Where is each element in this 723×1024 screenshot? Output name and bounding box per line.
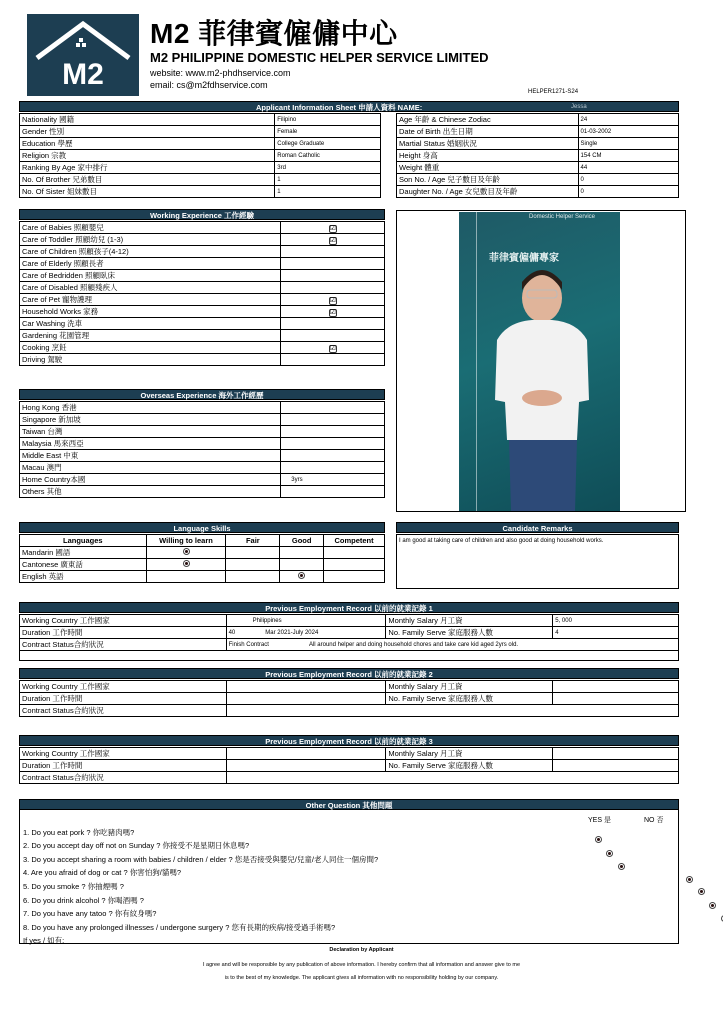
backdrop-text: 菲律賓僱傭專家 xyxy=(489,253,559,264)
declaration-title: Declaration by Applicant xyxy=(329,947,394,953)
field-label: Education 學歷 xyxy=(20,138,275,150)
table-row xyxy=(20,559,385,571)
table-row xyxy=(20,571,385,583)
candidate-remarks-header: Candidate Remarks xyxy=(396,522,679,533)
employment-3-table xyxy=(19,747,679,784)
field-label: Working Country 工作國家 xyxy=(20,615,227,627)
gender-value: Female xyxy=(275,126,381,138)
duration-range xyxy=(226,693,386,705)
answer-yes-radio-icon[interactable] xyxy=(618,863,625,870)
height-ruler xyxy=(463,212,477,511)
country-value xyxy=(226,748,386,760)
dob-value: 01-03-2002 xyxy=(578,126,678,138)
daughters-value: 0 xyxy=(578,186,678,198)
answer-yes-radio-icon[interactable] xyxy=(595,836,602,843)
field-label: No. Of Brother 兄弟數目 xyxy=(20,174,275,186)
table-row xyxy=(397,174,679,186)
skill-label: Household Works 家務 xyxy=(20,306,281,318)
marital-status-value: Single xyxy=(578,138,678,150)
table-row xyxy=(20,627,679,639)
skill-label: Care of Bedridden 照顧臥床 xyxy=(20,270,281,282)
duration-months: 40 xyxy=(228,629,236,636)
table-row xyxy=(20,748,679,760)
language-label: Mandarin 國語 xyxy=(20,547,147,559)
applicant-info-right-table xyxy=(396,113,679,198)
field-label: Religion 宗教 xyxy=(20,150,275,162)
table-row xyxy=(20,114,381,126)
table-row xyxy=(20,486,385,498)
years-value xyxy=(281,450,385,462)
question-8: 8. Do you have any prolonged illnesses / undergone surgery ? 您有長期的疾病/接受過手術嗎? xyxy=(23,923,336,932)
field-label: Height 身高 xyxy=(397,150,579,162)
salary-value xyxy=(553,748,679,760)
skill-label: Care of Pet 寵物護理 xyxy=(20,294,281,306)
field-label: Ranking By Age 家中排行 xyxy=(20,162,275,174)
question-3: 3. Do you accept sharing a room with babies / children / elder ? 您是否接受與嬰兒/兒童/老人同住一個房間? xyxy=(23,855,379,864)
country-label: Hong Kong 香港 xyxy=(20,402,281,414)
table-row xyxy=(20,234,385,246)
country-label: Singapore 新加坡 xyxy=(20,414,281,426)
employment-2-table xyxy=(19,680,679,717)
helper-ref-id: HELPER1271-S24 xyxy=(528,89,579,95)
country-label: Macau 澳門 xyxy=(20,462,281,474)
checkbox-icon[interactable]: ☑ xyxy=(329,308,336,316)
table-row xyxy=(20,681,679,693)
field-label: Date of Birth 出生日期 xyxy=(397,126,579,138)
field-label: Age 年齡 & Chinese Zodiac xyxy=(397,114,579,126)
checkbox-icon[interactable]: ☑ xyxy=(329,344,336,352)
skill-label: Care of Children 照顧孩子(4-12) xyxy=(20,246,281,258)
skill-label: Gardening 花園管理 xyxy=(20,330,281,342)
checkbox-icon[interactable]: ☑ xyxy=(329,224,336,232)
years-value: 3yrs xyxy=(281,474,385,486)
email-link[interactable]: email: cs@m2fdhservice.com xyxy=(150,80,268,90)
table-row xyxy=(20,342,385,354)
company-logo xyxy=(27,14,139,96)
question-1: 1. Do you eat pork ? 你吃豬肉嗎? xyxy=(23,828,135,837)
table-row xyxy=(20,174,381,186)
sons-value: 0 xyxy=(578,174,678,186)
weight-value: 44 xyxy=(578,162,678,174)
years-value xyxy=(281,414,385,426)
table-row xyxy=(20,426,385,438)
language-label: English 英語 xyxy=(20,571,147,583)
applicant-info-left-table xyxy=(19,113,381,198)
field-label: Contract Status合約狀況 xyxy=(20,639,227,651)
field-label: Martial Status 婚姻狀況 xyxy=(397,138,579,150)
nationality-value: Filipino xyxy=(275,114,381,126)
country-value xyxy=(226,681,386,693)
radio-selected-icon[interactable] xyxy=(298,572,305,579)
language-skills-header: Language Skills xyxy=(19,522,385,533)
contract-status-value: Finish Contract xyxy=(228,641,269,648)
years-value xyxy=(281,426,385,438)
brand-name-chinese: M2 菲律賓僱傭中心 xyxy=(150,18,398,49)
question-7: 7. Do you have any tatoo ? 你有紋身嗎? xyxy=(23,909,157,918)
radio-selected-icon[interactable] xyxy=(183,548,190,555)
website-link[interactable]: website: www.m2-phdhservice.com xyxy=(150,68,291,78)
declaration-line-2: is to the best of my knowledge. The applicant gives all information with no responsibility holding by our company. xyxy=(224,975,499,981)
years-value xyxy=(281,402,385,414)
language-label: Cantonese 廣東話 xyxy=(20,559,147,571)
empty-cell xyxy=(281,282,385,294)
table-row xyxy=(20,306,385,318)
question-2: 2. Do you accept day off not on Sunday ? 你接受不是星期日休息嗎? xyxy=(23,841,250,850)
field-label: Contract Status合約狀況 xyxy=(20,772,227,784)
answer-no-radio-icon[interactable] xyxy=(698,888,705,895)
field-label: Working Country 工作國家 xyxy=(20,681,227,693)
if-yes-label: If yes / 如有: xyxy=(23,936,65,945)
applicant-info-header xyxy=(19,101,679,112)
column-header: Languages xyxy=(20,535,147,547)
applicant-photo xyxy=(459,212,620,511)
religion-value: Roman Catholic xyxy=(275,150,381,162)
table-row xyxy=(20,162,381,174)
other-questions-header: Other Question 其他問題 xyxy=(19,799,679,810)
family-value xyxy=(553,693,679,705)
table-row xyxy=(20,138,381,150)
table-row xyxy=(20,126,381,138)
working-experience-header: Working Experience 工作經驗 xyxy=(19,209,385,220)
field-label: Monthly Salary 月工資 xyxy=(386,748,553,760)
ranking-value: 3rd xyxy=(275,162,381,174)
table-row xyxy=(20,330,385,342)
field-label: No. Family Serve 家庭服務人數 xyxy=(386,760,553,772)
empty-cell xyxy=(281,246,385,258)
svg-text:M2: M2 xyxy=(62,58,104,91)
table-row xyxy=(20,150,381,162)
other-questions-box xyxy=(19,810,679,944)
salary-value: 5, 000 xyxy=(553,615,679,627)
table-row xyxy=(20,294,385,306)
checkbox-icon[interactable]: ☑ xyxy=(329,296,336,304)
overseas-experience-header: Overseas Experience 海外工作經歷 xyxy=(19,389,385,400)
field-label: Son No. / Age 兒子數目及年齡 xyxy=(397,174,579,186)
yes-column-label: YES 是 xyxy=(588,817,611,824)
field-label: Duration 工作時間 xyxy=(20,693,227,705)
table-row xyxy=(20,462,385,474)
field-label: No. Family Serve 家庭服務人數 xyxy=(386,627,553,639)
field-label: Nationality 國籍 xyxy=(20,114,275,126)
question-6: 6. Do you drink alcohol ? 你喝酒嗎 ? xyxy=(23,896,144,905)
table-row xyxy=(20,615,679,627)
field-label: Weight 體重 xyxy=(397,162,579,174)
brand-name-english: M2 PHILIPPINE DOMESTIC HELPER SERVICE LIMITED xyxy=(150,50,489,65)
question-4: 4. Are you afraid of dog or cat ? 你害怕狗/貓嗎? xyxy=(23,868,181,877)
family-value: 4 xyxy=(553,627,679,639)
table-row xyxy=(397,150,679,162)
skill-label: Care of Elderly 照顧長者 xyxy=(20,258,281,270)
skill-label: Driving 駕駛 xyxy=(20,354,281,366)
education-value: College Graduate xyxy=(275,138,381,150)
table-row xyxy=(397,114,679,126)
declaration-line-1: I agree and will be responsible by any publication of above information. I hereby confirm that all information and answer give to me xyxy=(202,962,521,968)
table-row xyxy=(20,772,679,784)
column-header: Good xyxy=(280,535,324,547)
table-row xyxy=(20,547,385,559)
country-label: Home Country本國 xyxy=(20,474,281,486)
field-label: Working Country 工作國家 xyxy=(20,748,227,760)
answer-yes-radio-icon[interactable] xyxy=(606,850,613,857)
column-header: Competent xyxy=(324,535,385,547)
table-row xyxy=(20,282,385,294)
table-row xyxy=(20,318,385,330)
field-label: Monthly Salary 月工資 xyxy=(386,681,553,693)
overseas-experience-table xyxy=(19,401,385,498)
table-row xyxy=(20,474,385,486)
duration-range: Mar 2021-July 2024 xyxy=(265,629,319,636)
table-row xyxy=(397,162,679,174)
person-silhouette xyxy=(487,260,597,511)
contract-status-value xyxy=(226,705,678,717)
table-row xyxy=(20,246,385,258)
skill-label: Care of Disabled 照顧殘疾人 xyxy=(20,282,281,294)
question-5: 5. Do you smoke ? 你抽煙嗎 ? xyxy=(23,882,124,891)
field-label: No. Family Serve 家庭服務人數 xyxy=(386,693,553,705)
empty-cell xyxy=(281,258,385,270)
table-row xyxy=(20,438,385,450)
country-label: Taiwan 台灣 xyxy=(20,426,281,438)
candidate-remarks-text: I am good at taking care of children and also good at doing household works. xyxy=(396,534,679,589)
employment-notes: All around helper and doing household chores and take care kid aged 2yrs old. xyxy=(308,641,519,648)
employment-3-header: Previous Employment Record 以前的就業記錄 3 xyxy=(19,735,679,746)
country-label: Others 其他 xyxy=(20,486,281,498)
empty-cell xyxy=(281,354,385,366)
height-value: 154 CM xyxy=(578,150,678,162)
checkbox-icon[interactable]: ☑ xyxy=(329,236,336,244)
empty-cell xyxy=(281,318,385,330)
age-value: 24 xyxy=(578,114,678,126)
employment-2-header: Previous Employment Record 以前的就業記錄 2 xyxy=(19,668,679,679)
table-row xyxy=(20,414,385,426)
table-row xyxy=(20,693,679,705)
answer-no-radio-icon[interactable] xyxy=(686,876,693,883)
years-value xyxy=(281,462,385,474)
skill-label: Care of Babies 照顧嬰兒 xyxy=(20,222,281,234)
employment-1-header: Previous Employment Record 以前的就業記錄 1 xyxy=(19,602,679,613)
skill-label: Cooking 烹飪 xyxy=(20,342,281,354)
table-row xyxy=(397,126,679,138)
years-value xyxy=(281,438,385,450)
backdrop-brand: Domestic Helper Service xyxy=(529,214,596,220)
field-label: Contract Status合約狀況 xyxy=(20,705,227,717)
field-label: Daughter No. / Age 女兒數目及年齡 xyxy=(397,186,579,198)
country-label: Malaysia 馬來西亞 xyxy=(20,438,281,450)
table-row xyxy=(20,354,385,366)
field-label: Duration 工作時間 xyxy=(20,760,227,772)
contract-status-value xyxy=(226,772,678,784)
language-skills-table xyxy=(19,534,385,583)
empty-cell xyxy=(281,270,385,282)
family-value xyxy=(553,760,679,772)
country-value: Philippines xyxy=(226,615,386,627)
answer-no-radio-icon[interactable] xyxy=(709,902,716,909)
table-row xyxy=(20,760,679,772)
brothers-value: 1 xyxy=(275,174,381,186)
sisters-value: 1 xyxy=(275,186,381,198)
field-label: Monthly Salary 月工資 xyxy=(386,615,553,627)
table-row xyxy=(397,186,679,198)
country-label: Middle East 中東 xyxy=(20,450,281,462)
table-row xyxy=(397,138,679,150)
table-row xyxy=(20,222,385,234)
employment-1-table xyxy=(19,614,679,661)
table-row xyxy=(20,639,679,651)
column-header: Willing to learn xyxy=(146,535,226,547)
field-label: Gender 性別 xyxy=(20,126,275,138)
table-row xyxy=(20,258,385,270)
applicant-info-title: Applicant Information Sheet 申請人資料 NAME: xyxy=(256,103,423,112)
salary-value xyxy=(553,681,679,693)
column-header: Fair xyxy=(226,535,280,547)
no-column-label: NO 否 xyxy=(644,817,664,824)
skill-label: Care of Toddler 照顧幼兒 (1-3) xyxy=(20,234,281,246)
applicant-name: Jessa xyxy=(571,104,587,110)
table-row xyxy=(20,186,381,198)
field-label: Duration 工作時間 xyxy=(20,627,227,639)
years-value xyxy=(281,486,385,498)
table-row xyxy=(20,705,679,717)
table-row xyxy=(20,270,385,282)
table-row xyxy=(20,450,385,462)
working-experience-table xyxy=(19,221,385,366)
table-header-row xyxy=(20,535,385,547)
radio-selected-icon[interactable] xyxy=(183,560,190,567)
field-label: No. Of Sister 姐妹數目 xyxy=(20,186,275,198)
table-row xyxy=(20,402,385,414)
empty-cell xyxy=(281,330,385,342)
house-logo-icon xyxy=(27,14,139,96)
skill-label: Car Washing 洗車 xyxy=(20,318,281,330)
duration-range xyxy=(226,760,386,772)
